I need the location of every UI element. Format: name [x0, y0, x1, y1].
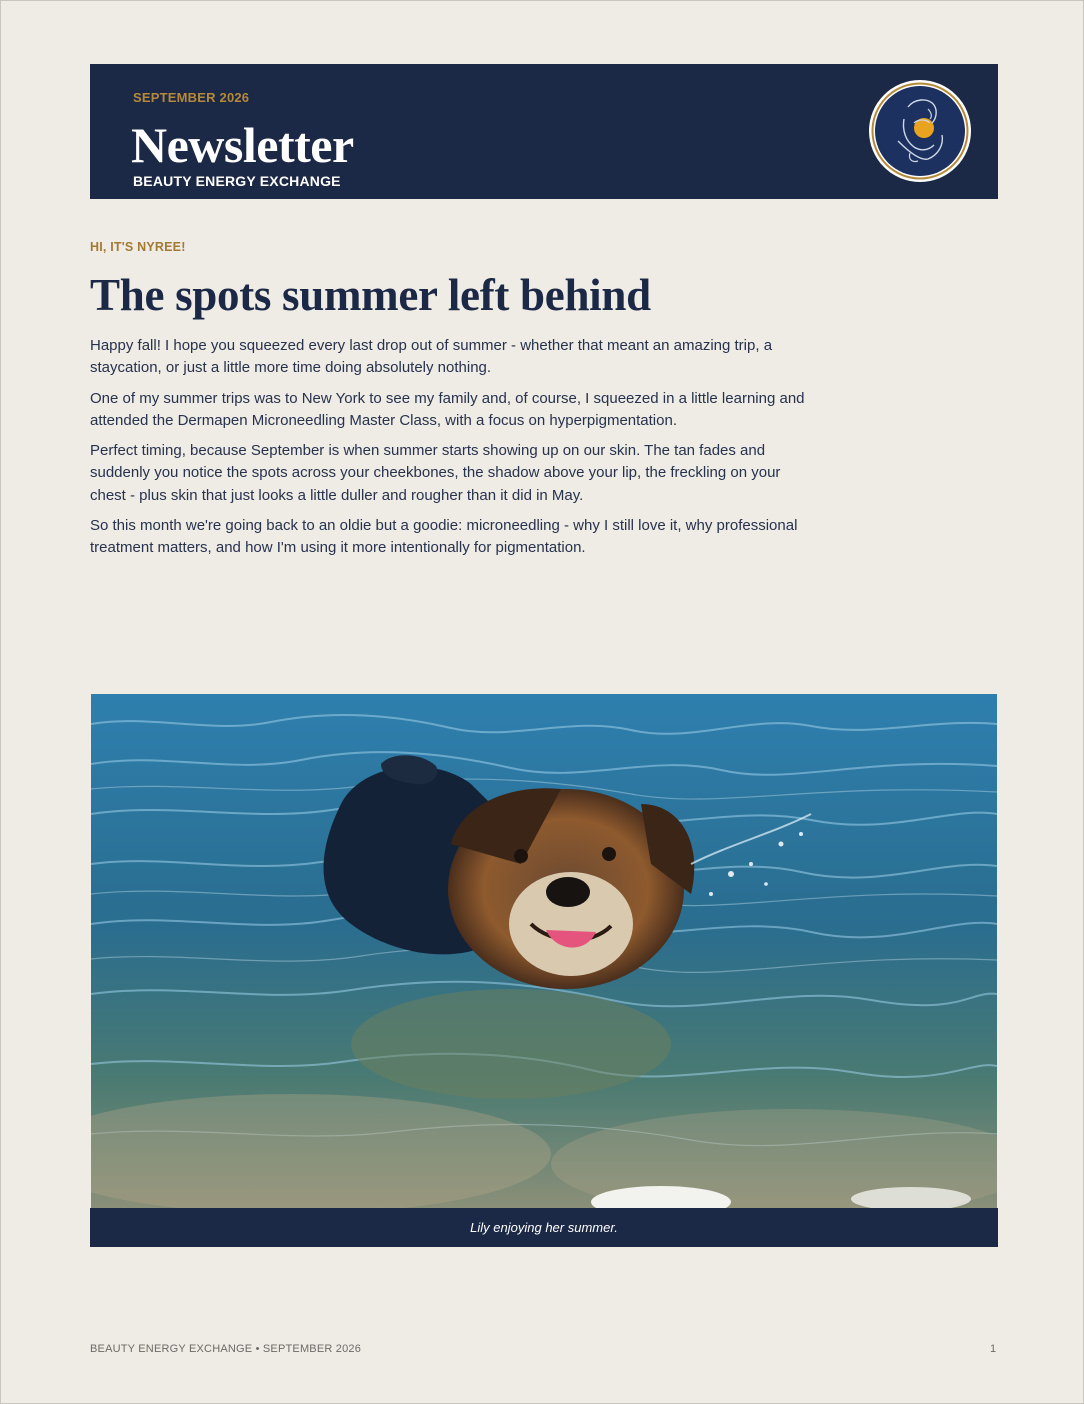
paragraph: One of my summer trips was to New York to see my family and, of course, I squeezed in a little learning and attended the Dermapen Microneedling Master Class, with a focus on hyperpigmentation.	[90, 389, 805, 429]
greeting-eyebrow: HI, IT'S NYREE!	[90, 240, 186, 254]
photo-caption-bar	[90, 1208, 998, 1247]
article-headline: The spots summer left behind	[90, 270, 651, 320]
page-number: 1	[990, 1343, 997, 1355]
face-line-art-logo-icon	[868, 79, 972, 183]
article-body	[90, 335, 810, 568]
footer-brand-date: BEAUTY ENERGY EXCHANGE • SEPTEMBER 2026	[90, 1343, 362, 1355]
masthead	[90, 64, 998, 199]
issue-date: SEPTEMBER 2026	[133, 90, 250, 105]
paragraph: Perfect timing, because September is when summer starts showing up on our skin. The tan fades and suddenly you notice the spots across your cheekbones, the shadow above your lip, the freckling on your chest - plus skin that just looks a little duller and rougher than it did in May.	[90, 442, 781, 504]
brand-name: BEAUTY ENERGY EXCHANGE	[133, 173, 341, 189]
photo-caption: Lily enjoying her summer.	[470, 1220, 618, 1235]
newsletter-title: Newsletter	[131, 117, 354, 173]
dog-swimming-photo	[91, 694, 997, 1208]
paragraph: Happy fall! I hope you squeezed every last drop out of summer - whether that meant an amazing trip, a staycation, or just a little more time doing absolutely nothing.	[90, 337, 773, 377]
paragraph: So this month we're going back to an oldie but a goodie: microneedling - why I still love it, why professional treatment matters, and how I'm using it more intentionally for pigmentation.	[90, 517, 798, 557]
